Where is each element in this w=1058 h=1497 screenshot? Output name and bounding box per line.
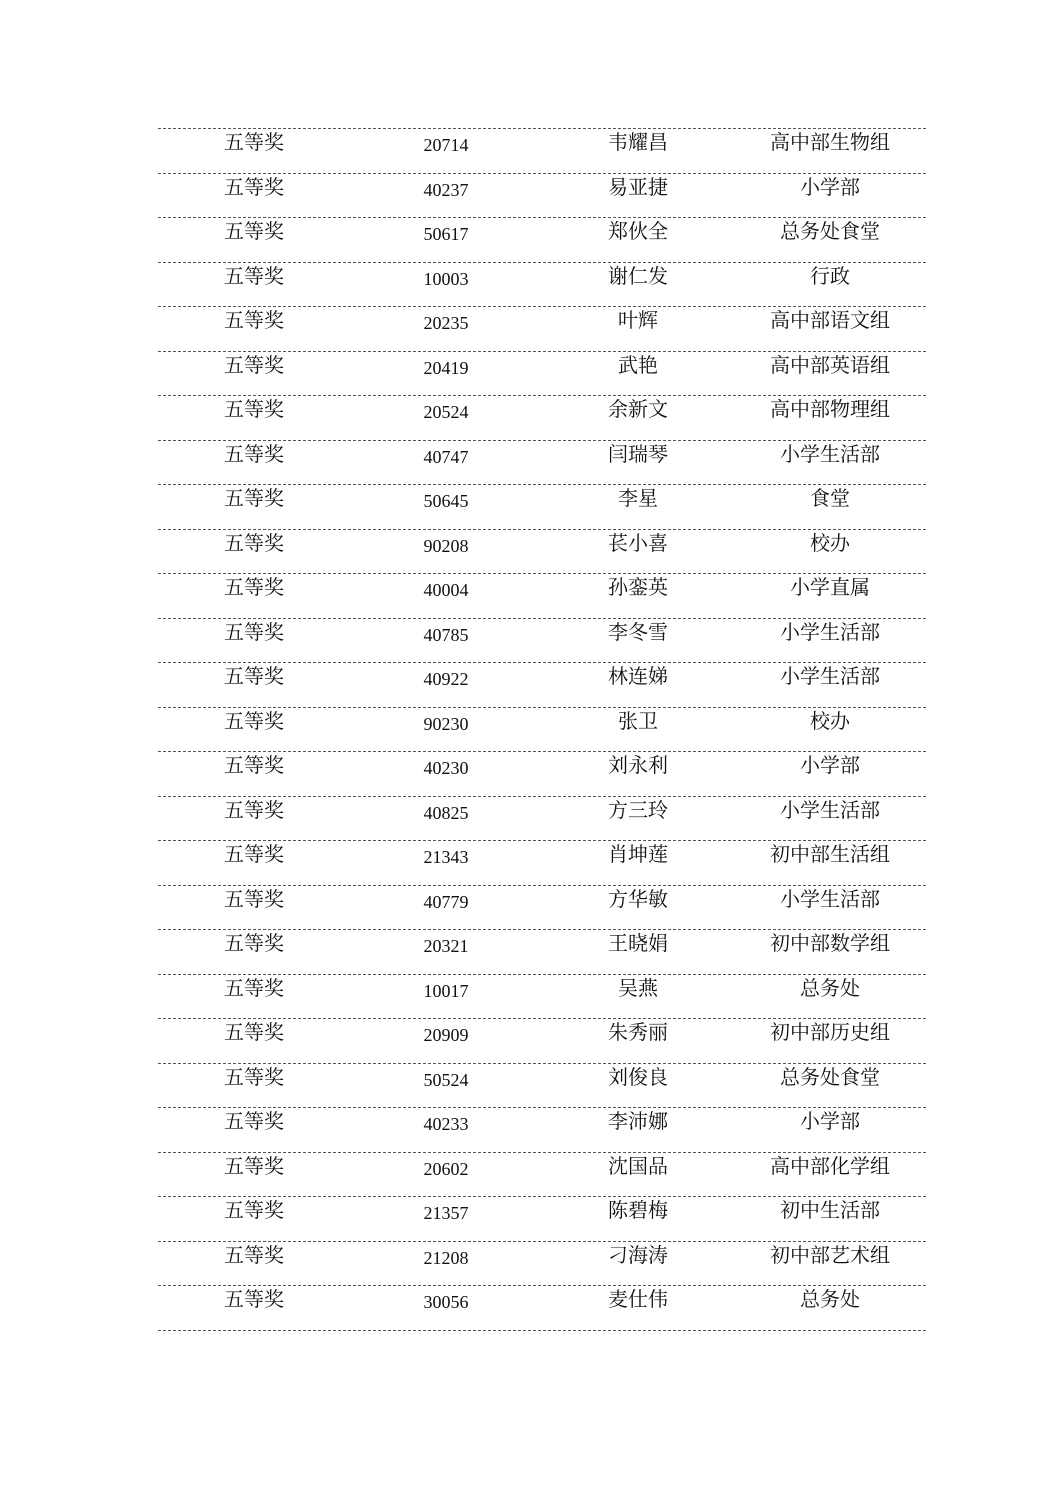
table-row bbox=[158, 841, 926, 886]
award-cell: 五等奖 bbox=[224, 797, 284, 822]
name-cell: 朱秀丽 bbox=[608, 1020, 668, 1044]
name-cell: 麦仕伟 bbox=[608, 1287, 668, 1311]
award-cell: 五等奖 bbox=[224, 530, 284, 555]
department-cell: 总务处食堂 bbox=[780, 1064, 880, 1089]
award-cell: 五等奖 bbox=[224, 842, 284, 866]
table-row bbox=[158, 1242, 926, 1287]
table-row bbox=[158, 485, 926, 530]
table-row bbox=[158, 975, 926, 1020]
table-row bbox=[158, 708, 926, 753]
staff-id-cell: 40922 bbox=[423, 669, 469, 689]
department-cell: 小学部 bbox=[800, 753, 860, 777]
staff-id-cell: 40233 bbox=[423, 1114, 469, 1134]
name-cell: 谢仁发 bbox=[608, 263, 668, 288]
table-row bbox=[158, 663, 926, 708]
department-cell: 小学生活部 bbox=[780, 619, 880, 644]
department-cell: 初中部历史组 bbox=[770, 1020, 890, 1044]
award-cell: 五等奖 bbox=[224, 664, 284, 688]
department-cell: 初中部艺术组 bbox=[770, 1242, 890, 1267]
table-row bbox=[158, 797, 926, 842]
name-cell: 李沛娜 bbox=[608, 1109, 668, 1133]
staff-id-cell: 20235 bbox=[423, 313, 469, 333]
department-cell: 高中部生物组 bbox=[770, 130, 890, 154]
department-cell: 校办 bbox=[810, 708, 850, 733]
award-cell: 五等奖 bbox=[224, 441, 284, 466]
table-row bbox=[158, 752, 926, 797]
staff-id-cell: 40825 bbox=[423, 802, 469, 823]
staff-id-cell: 20419 bbox=[423, 357, 469, 378]
award-cell: 五等奖 bbox=[224, 1242, 284, 1267]
table-row bbox=[158, 441, 926, 486]
table-row bbox=[158, 619, 926, 664]
staff-id-cell: 30056 bbox=[423, 1292, 469, 1312]
department-cell: 初中部数学组 bbox=[770, 931, 890, 955]
name-cell: 张卫 bbox=[618, 708, 658, 733]
department-cell: 小学生活部 bbox=[780, 797, 880, 822]
staff-id-cell: 21357 bbox=[423, 1203, 469, 1223]
staff-id-cell: 40747 bbox=[423, 446, 469, 467]
staff-id-cell: 20602 bbox=[423, 1158, 469, 1179]
staff-id-cell: 10003 bbox=[423, 268, 469, 289]
award-cell: 五等奖 bbox=[224, 308, 284, 332]
department-cell: 总务处食堂 bbox=[780, 219, 880, 243]
table-row bbox=[158, 307, 926, 352]
staff-id-cell: 40230 bbox=[423, 758, 469, 778]
name-cell: 刘俊良 bbox=[608, 1064, 668, 1089]
award-cell: 五等奖 bbox=[224, 708, 284, 733]
department-cell: 高中部物理组 bbox=[770, 397, 890, 421]
department-cell: 高中部语文组 bbox=[770, 308, 890, 332]
award-cell: 五等奖 bbox=[224, 219, 284, 243]
staff-id-cell: 40237 bbox=[423, 179, 469, 200]
name-cell: 刁海涛 bbox=[608, 1242, 668, 1267]
department-cell: 食堂 bbox=[810, 486, 850, 510]
table-row bbox=[158, 263, 926, 308]
table-row bbox=[158, 886, 926, 931]
name-cell: 韦耀昌 bbox=[608, 130, 668, 154]
table-row bbox=[158, 129, 926, 174]
staff-id-cell: 90208 bbox=[423, 535, 469, 556]
table-row bbox=[158, 174, 926, 219]
award-cell: 五等奖 bbox=[224, 575, 284, 599]
name-cell: 陈碧梅 bbox=[608, 1198, 668, 1222]
table-row bbox=[158, 1064, 926, 1109]
award-cell: 五等奖 bbox=[224, 263, 284, 288]
department-cell: 总务处 bbox=[800, 975, 860, 1000]
name-cell: 闫瑞琴 bbox=[608, 441, 668, 466]
table-row bbox=[158, 1108, 926, 1153]
table-row bbox=[158, 396, 926, 441]
staff-id-cell: 21343 bbox=[423, 847, 469, 867]
department-cell: 初中生活部 bbox=[780, 1198, 880, 1222]
award-cell: 五等奖 bbox=[224, 753, 284, 777]
staff-id-cell: 10017 bbox=[423, 980, 469, 1001]
award-cell: 五等奖 bbox=[224, 1020, 284, 1044]
name-cell: 武艳 bbox=[618, 352, 658, 377]
department-cell: 小学生活部 bbox=[780, 441, 880, 466]
name-cell: 方华敏 bbox=[608, 886, 668, 911]
table-row bbox=[158, 1019, 926, 1064]
award-cell: 五等奖 bbox=[224, 174, 284, 199]
department-cell: 小学部 bbox=[800, 174, 860, 199]
staff-id-cell: 40004 bbox=[423, 580, 469, 600]
name-cell: 李星 bbox=[618, 486, 658, 510]
award-cell: 五等奖 bbox=[224, 352, 284, 377]
staff-id-cell: 20909 bbox=[423, 1025, 469, 1045]
staff-id-cell: 50617 bbox=[423, 224, 469, 244]
award-cell: 五等奖 bbox=[224, 1153, 284, 1178]
table-row bbox=[158, 1286, 926, 1331]
name-cell: 李冬雪 bbox=[608, 619, 668, 644]
staff-id-cell: 50524 bbox=[423, 1069, 469, 1090]
award-cell: 五等奖 bbox=[224, 1064, 284, 1089]
department-cell: 高中部化学组 bbox=[770, 1153, 890, 1178]
award-cell: 五等奖 bbox=[224, 1198, 284, 1222]
award-cell: 五等奖 bbox=[224, 397, 284, 421]
department-cell: 初中部生活组 bbox=[770, 842, 890, 866]
name-cell: 叶辉 bbox=[618, 308, 658, 332]
name-cell: 孙銮英 bbox=[608, 575, 668, 599]
name-cell: 林连娣 bbox=[608, 664, 668, 688]
department-cell: 行政 bbox=[810, 263, 850, 288]
award-cell: 五等奖 bbox=[224, 931, 284, 955]
table-row bbox=[158, 574, 926, 619]
table-row bbox=[158, 1197, 926, 1242]
department-cell: 校办 bbox=[810, 530, 850, 555]
name-cell: 王晓娟 bbox=[608, 931, 668, 955]
table-row bbox=[158, 218, 926, 263]
staff-id-cell: 20524 bbox=[423, 402, 469, 422]
award-table bbox=[158, 128, 926, 1331]
table-row bbox=[158, 1153, 926, 1198]
staff-id-cell: 21208 bbox=[423, 1247, 469, 1268]
name-cell: 肖坤莲 bbox=[608, 842, 668, 866]
name-cell: 郑伙全 bbox=[608, 219, 668, 243]
award-cell: 五等奖 bbox=[224, 486, 284, 510]
staff-id-cell: 50645 bbox=[423, 491, 469, 511]
table-row bbox=[158, 352, 926, 397]
name-cell: 余新文 bbox=[608, 397, 668, 421]
award-cell: 五等奖 bbox=[224, 886, 284, 911]
award-cell: 五等奖 bbox=[224, 1109, 284, 1133]
department-cell: 小学直属 bbox=[790, 575, 870, 599]
department-cell: 小学部 bbox=[800, 1109, 860, 1133]
table-row bbox=[158, 930, 926, 975]
award-cell: 五等奖 bbox=[224, 1287, 284, 1311]
department-cell: 小学生活部 bbox=[780, 664, 880, 688]
name-cell: 方三玲 bbox=[608, 797, 668, 822]
award-cell: 五等奖 bbox=[224, 130, 284, 154]
staff-id-cell: 20714 bbox=[423, 135, 469, 155]
department-cell: 高中部英语组 bbox=[770, 352, 890, 377]
staff-id-cell: 20321 bbox=[423, 936, 469, 956]
staff-id-cell: 40785 bbox=[423, 624, 469, 645]
name-cell: 易亚捷 bbox=[608, 174, 668, 199]
staff-id-cell: 40779 bbox=[423, 891, 469, 912]
name-cell: 吴燕 bbox=[618, 975, 658, 1000]
department-cell: 小学生活部 bbox=[780, 886, 880, 911]
award-cell: 五等奖 bbox=[224, 975, 284, 1000]
department-cell: 总务处 bbox=[800, 1287, 860, 1311]
award-cell: 五等奖 bbox=[224, 619, 284, 644]
name-cell: 苌小喜 bbox=[608, 530, 668, 555]
name-cell: 刘永利 bbox=[608, 753, 668, 777]
table-row bbox=[158, 530, 926, 575]
name-cell: 沈国品 bbox=[608, 1153, 668, 1178]
staff-id-cell: 90230 bbox=[423, 713, 469, 734]
